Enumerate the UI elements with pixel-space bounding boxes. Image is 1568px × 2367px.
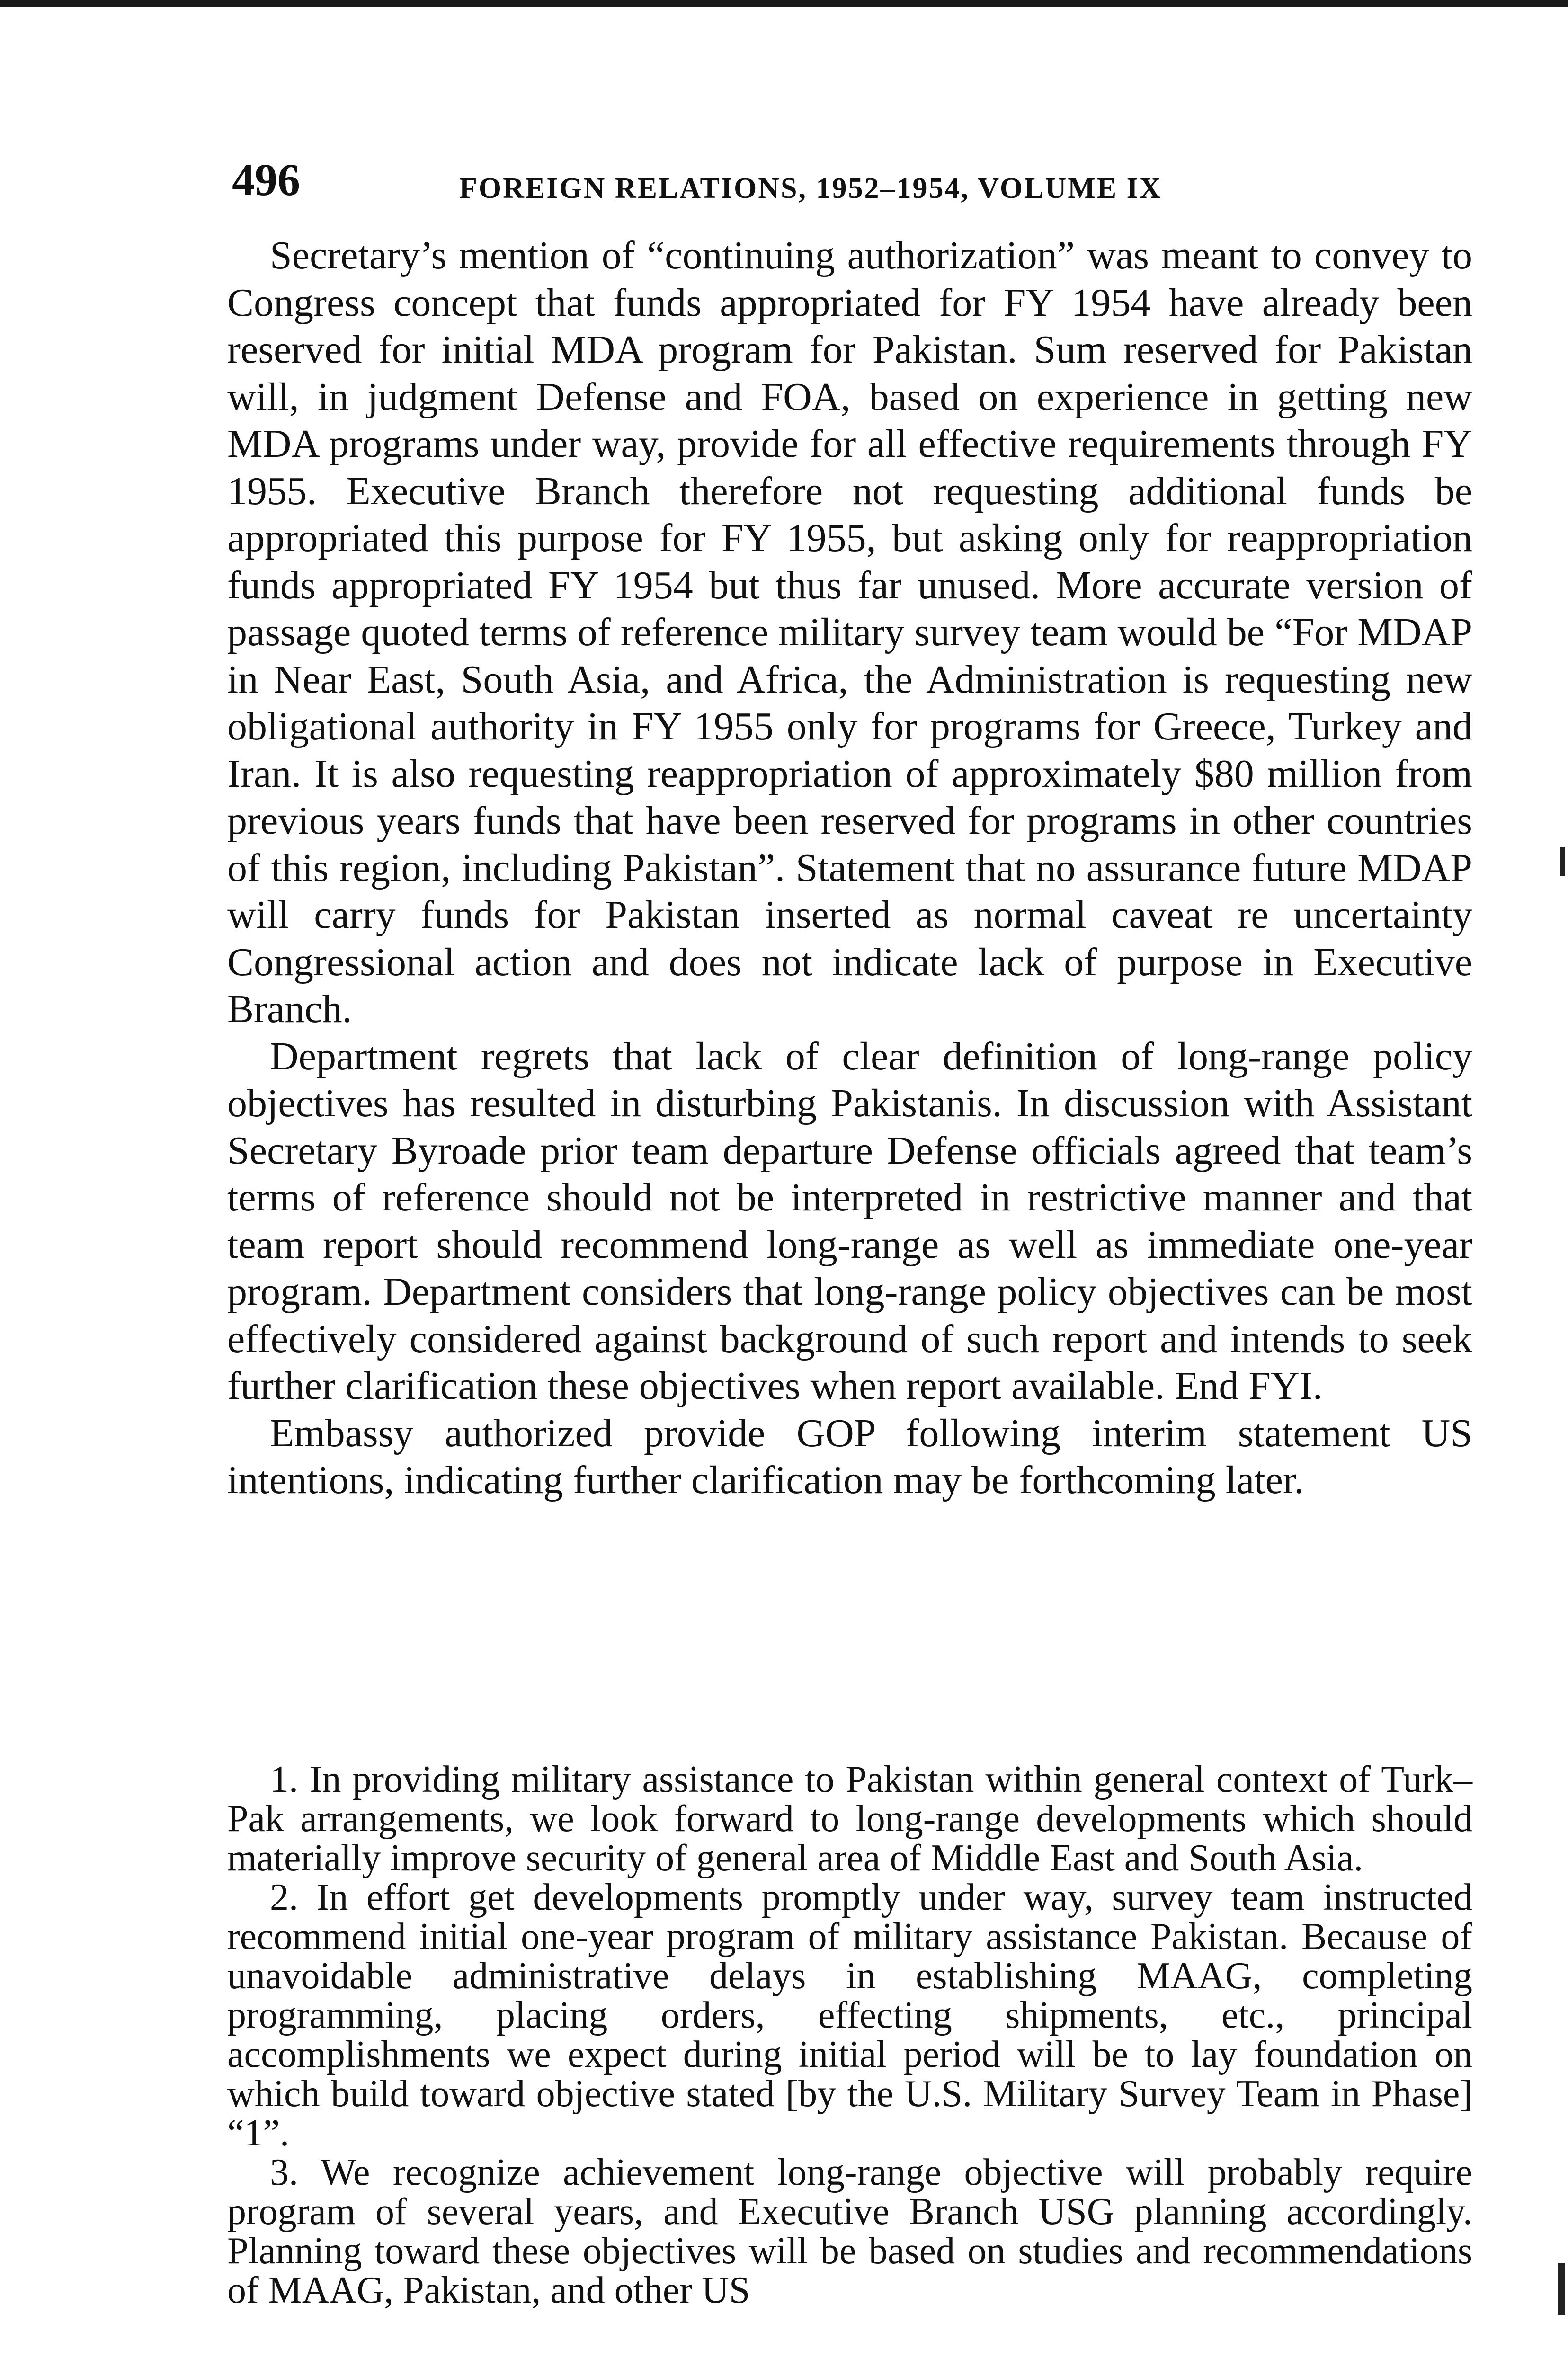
interim-statement: [227, 1760, 1472, 2310]
page-top-edge: [0, 0, 1568, 7]
body-text: [227, 232, 1472, 1504]
paragraph-continuation: Secretary’s mention of “continuing authorization” was meant to convey to Congress concept that funds appropriated for FY 1954 have already been reserved for initial MDA program for Pakistan. Sum reserved for Pakistan will, in judgment Defense and FOA, based on experience in getting new MDA programs under way, provide for all effective requirements through FY 1955. Executive Branch therefore not requesting additional funds be appropriated this purpose for FY 1955, but asking only for reappropriation funds appropriated FY 1954 but thus far unused. More accurate version of passage quoted terms of reference military survey team would be “For MDAP in Near East, South Asia, and Africa, the Administration is requesting new obligational authority in FY 1955 only for programs for Greece, Turkey and Iran. It is also requesting reappropriation of approximately $80 million from previous years funds that have been reserved for programs in other countries of this region, including Pakistan”. Statement that no assurance future MDAP will carry funds for Pakistan inserted as normal caveat re uncertainty Congressional action and does not indicate lack of purpose in Executive Branch.: [227, 233, 1472, 1031]
numbered-item-3: 3. We recognize achievement long-range objective will probably require program of several years, and Executive Branch USG planning accordingly. Planning toward these objectives will be based on studies and recommendations of MAAG, Pakistan, and other US: [227, 2152, 1472, 2311]
margin-mark: [1558, 2263, 1565, 2315]
running-head: FOREIGN RELATIONS, 1952–1954, VOLUME IX: [459, 172, 1162, 205]
paragraph-embassy-authorized: Embassy authorized provide GOP following interim statement US intentions, indicating further clarification may be forthcoming later.: [227, 1411, 1472, 1502]
paragraph-department-regrets: Department regrets that lack of clear definition of long-range policy objectives has resulted in disturbing Pakistanis. In discussion with Assistant Secretary Byroade prior team departure Defense officials agreed that team’s terms of reference should not be interpreted in restrictive manner and that team report should recommend long-range as well as immediate one-year program. Department considers that long-range policy objectives can be most effectively considered against background of such report and intends to seek further clarification these objectives when report available. End FYI.: [227, 1034, 1472, 1408]
margin-mark: [1560, 847, 1565, 876]
page-header: [232, 147, 1472, 213]
numbered-item-1: 1. In providing military assistance to Pakistan within general context of Turk–Pak arrangements, we look forward to long-range developments which should materially improve security of general area of Middle East and South Asia.: [227, 1759, 1472, 1879]
page-number: 496: [232, 154, 300, 205]
numbered-item-2: 2. In effort get developments promptly under way, survey team instructed recommend initial one-year program of military assistance Pakistan. Because of unavoidable administrative delays in establishing MAAG, completing programming, placing orders, effecting shipments, etc., principal accomplishments we expect during initial period will be to lay foundation on which build toward objective stated [by the U.S. Military Survey Team in Phase] “1”.: [227, 1877, 1472, 2154]
